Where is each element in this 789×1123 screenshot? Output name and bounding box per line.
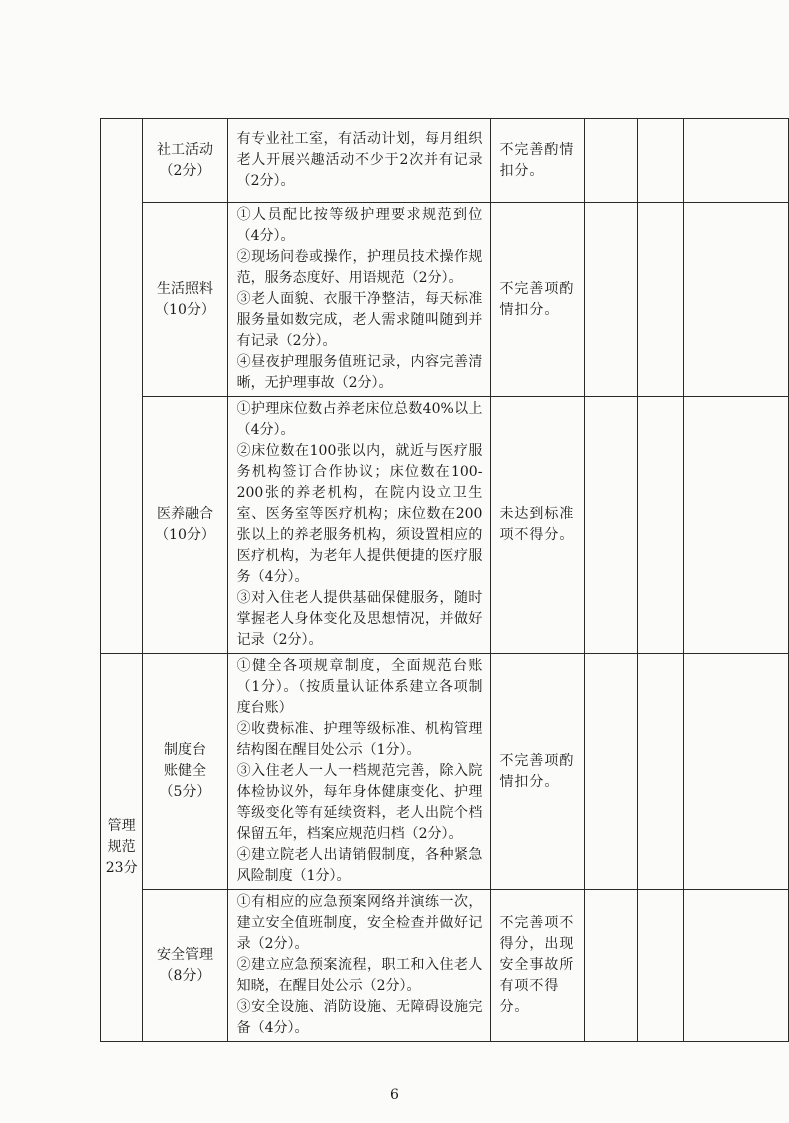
- score-cell: [638, 654, 683, 890]
- category-name: 管理规范: [107, 818, 136, 855]
- remark-cell: [683, 654, 788, 890]
- deduction-text: 不完善项酌情扣分。: [499, 752, 575, 790]
- deduction-text: 未达到标准项不得分。: [499, 506, 575, 543]
- standard-line: ①护理床位数占养老床位总数40%以上（4分）。: [236, 401, 483, 438]
- score-cell: [638, 890, 683, 1042]
- deduction-cell: [491, 890, 584, 1042]
- page-number: 6: [390, 1087, 399, 1103]
- remark-cell: [683, 119, 788, 203]
- item-points: （8分）: [159, 967, 211, 984]
- item-name: 制度台账健全: [163, 742, 206, 779]
- standard-line: ③老人面貌、衣服干净整洁，每天标准服务量如数完成，老人需求随叫随到并有记录（2分）。: [236, 291, 483, 349]
- standard-line: ①有相应的应急预案网络并演练一次，建立安全值班制度，安全检查并做好记录（2分）。: [236, 894, 483, 952]
- table-row: [101, 890, 789, 1042]
- item-cell: [143, 119, 227, 203]
- item-name: 医养融合: [156, 506, 213, 522]
- standard-cell: [227, 203, 491, 397]
- item-cell: [143, 203, 227, 397]
- score-cell: [584, 203, 638, 397]
- scoring-table: [100, 118, 789, 1042]
- standard-line: ④建立院老人出请销假制度，各种紧急风险制度（1分）。: [236, 847, 483, 884]
- deduction-text: 不完善项不得分，出现安全事故所有项不得分。: [499, 915, 575, 1015]
- remark-cell: [683, 203, 788, 397]
- table-row: [101, 203, 789, 397]
- item-name: 生活照料: [156, 280, 213, 297]
- category-cell: [101, 654, 143, 1042]
- standard-line: ③安全设施、消防设施、无障碍设施完备（4分）。: [236, 999, 483, 1036]
- item-points: （2分）: [159, 162, 211, 179]
- item-points: （5分）: [159, 784, 211, 800]
- item-name: 安全管理: [156, 946, 213, 963]
- score-cell: [584, 654, 638, 890]
- score-cell: [638, 397, 683, 654]
- standard-line: ②建立应急预案流程，职工和入住老人知晓，在醒目处公示（2分）。: [236, 957, 483, 994]
- item-cell: [143, 397, 227, 654]
- score-cell: [638, 203, 683, 397]
- standard-line: ②收费标准、护理等级标准、机构管理结构图在醒目处公示（1分）。: [236, 721, 483, 758]
- table-row: [101, 397, 789, 654]
- standard-line: 有专业社工室，有活动计划，每月组织老人开展兴趣活动不少于2次并有记录（2分）。: [236, 131, 483, 189]
- deduction-text: 不完善项酌情扣分。: [499, 280, 575, 318]
- standard-line: ②床位数在100张以内，就近与医疗服务机构签订合作协议；床位数在100-200张的养老机构，在院内设立卫生室、医务室等医疗机构；床位数在200张以上的养老服务机构，须设置相应的医疗机构，为老年人提供便捷的医疗服务（4分）。: [236, 443, 483, 585]
- table-row: [101, 119, 789, 203]
- standard-line: ③对入住老人提供基础保健服务，随时掌握老人身体变化及思想情况，并做好记录（2分）。: [236, 590, 483, 648]
- score-cell: [584, 397, 638, 654]
- standard-line: ③入住老人一人一档规范完善，除入院体检协议外，每年身体健康变化、护理等级变化等有延续资料，老人出院个档保留五年，档案应规范归档（2分）。: [236, 763, 483, 842]
- deduction-cell: [491, 203, 584, 397]
- standard-cell: [227, 654, 491, 890]
- remark-cell: [683, 397, 788, 654]
- item-points: （10分）: [155, 527, 215, 543]
- score-cell: [638, 119, 683, 203]
- standard-cell: [227, 119, 491, 203]
- category-cell-empty: [101, 119, 143, 654]
- category-points: 23分: [105, 860, 138, 876]
- table-row: [101, 654, 789, 890]
- standard-line: ②现场问卷或操作，护理员技术操作规范，服务态度好、用语规范（2分）。: [236, 249, 483, 286]
- standard-line: ①健全各项规章制度，全面规范台账（1分）。（按质量认证体系建立各项制度台账）: [236, 658, 483, 716]
- deduction-cell: [491, 119, 584, 203]
- deduction-cell: [491, 397, 584, 654]
- item-cell: [143, 890, 227, 1042]
- score-cell: [584, 890, 638, 1042]
- standard-cell: [227, 890, 491, 1042]
- deduction-text: 不完善酌情扣分。: [499, 141, 575, 179]
- deduction-cell: [491, 654, 584, 890]
- remark-cell: [683, 890, 788, 1042]
- item-cell: [143, 654, 227, 890]
- score-cell: [584, 119, 638, 203]
- standard-line: ①人员配比按等级护理要求规范到位（4分）。: [236, 207, 483, 244]
- item-points: （10分）: [155, 301, 215, 318]
- item-name: 社工活动: [156, 141, 213, 158]
- standard-cell: [227, 397, 491, 654]
- standard-line: ④昼夜护理服务值班记录，内容完善清晰，无护理事故（2分）。: [236, 354, 483, 391]
